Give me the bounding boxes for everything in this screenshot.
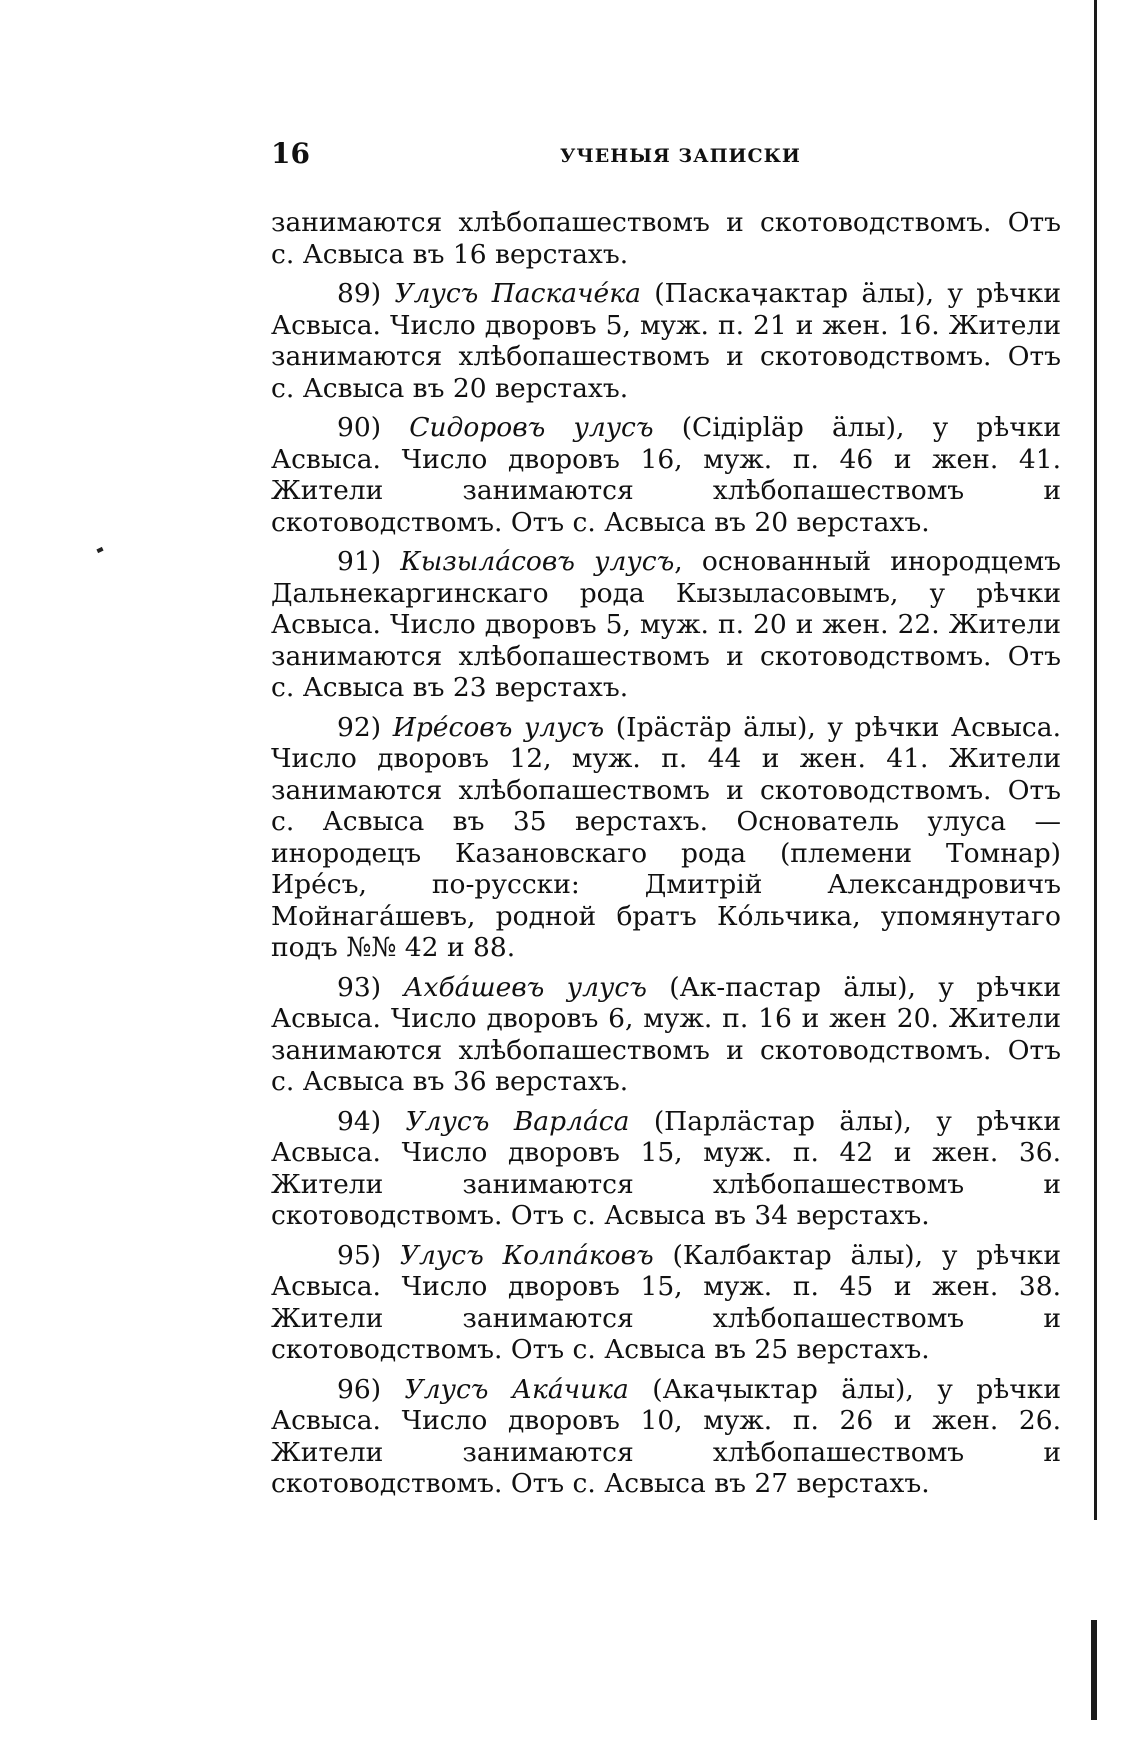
body-text bbox=[271, 207, 1061, 1508]
paragraph-text: (Паскаӌактар ӓлы), у рѣчки Асвыса. Число дворовъ 5, муж. п. 21 и жен. 16. Жители занимаются хлѣбопашествомъ и скотоводствомъ. Отъ с. Асвыса въ 20 верстахъ. bbox=[271, 278, 1061, 404]
paragraph-entry-91 bbox=[271, 546, 1061, 704]
entry-number: 89) bbox=[337, 278, 395, 309]
settlement-name: Улусъ Ака́чика bbox=[404, 1373, 629, 1405]
paragraph-entry-92 bbox=[271, 712, 1061, 964]
margin-mark bbox=[96, 547, 103, 553]
paragraph-text: (Парлӓстар ӓлы), у рѣчки Асвыса. Число дворовъ 15, муж. п. 42 и жен. 36. Жители занимаются хлѣбопашествомъ и скотоводствомъ. Отъ с. Асвыса въ 34 верстахъ. bbox=[271, 1105, 1062, 1231]
entry-number: 96) bbox=[337, 1373, 405, 1405]
paragraph-continuation bbox=[271, 207, 1061, 270]
entry-number: 91) bbox=[337, 546, 401, 577]
paragraph-text: , основанный инородцемъ Дальнекаргинскаго рода Кызыласовымъ, у рѣчки Асвыса. Число дворовъ 5, муж. п. 20 и жен. 22. Жители занимаются хлѣбопашествомъ и скотоводствомъ. Отъ с. Асвыса въ 23 верстахъ. bbox=[271, 546, 1061, 703]
entry-number: 94) bbox=[337, 1105, 406, 1137]
page-edge-mark bbox=[1091, 1620, 1097, 1720]
entry-number: 92) bbox=[337, 711, 393, 743]
paragraph-entry-95 bbox=[271, 1240, 1061, 1366]
running-title: УЧЕНЫЯ ЗАПИСКИ bbox=[560, 145, 801, 167]
page-edge-rule bbox=[1094, 0, 1097, 1520]
paragraph-text: занимаются хлѣбопашествомъ и скотоводствомъ. Отъ с. Асвыса въ 16 верстахъ. bbox=[271, 207, 1061, 270]
entry-number: 90) bbox=[337, 412, 410, 443]
paragraph-entry-90 bbox=[271, 412, 1061, 538]
paragraph-entry-94 bbox=[271, 1106, 1061, 1232]
paragraph-text: (Акаӌыктар ӓлы), у рѣчки Асвыса. Число дворовъ 10, муж. п. 26 и жен. 26. Жители занимаются хлѣбопашествомъ и скотоводствомъ. Отъ с. Асвыса въ 27 верстахъ. bbox=[271, 1373, 1061, 1499]
settlement-name: Улусъ Варла́са bbox=[405, 1105, 630, 1137]
paragraph-text: (Сідірlӓр ӓлы), у рѣчки Асвыса. Число дворовъ 16, муж. п. 46 и жен. 41. Жители занимаются хлѣбопашествомъ и скотоводствомъ. Отъ с. Асвыса въ 20 верстахъ. bbox=[271, 412, 1061, 538]
paragraph-text: (Ірӓстӓр ӓлы), у рѣчки Асвыса. Число дворовъ 12, муж. п. 44 и жен. 41. Жители занимаются хлѣбопашествомъ и скотоводствомъ. Отъ с. Асвыса въ 35 верстахъ. Основатель улуса — инородецъ Казановскаго рода (племени Томнар) Ирéсъ, по-русски: Дмитрій Александровичъ Мойнага́шевъ, родной братъ Кóльчика, упомянутаго подъ №№ 42 и 88. bbox=[271, 711, 1061, 963]
settlement-name: Сидоровъ улусъ bbox=[409, 412, 654, 443]
paragraph-entry-89 bbox=[271, 278, 1061, 404]
settlement-name: Улусъ Паскачéка bbox=[394, 278, 641, 309]
settlement-name: Кызыла́совъ улусъ bbox=[400, 546, 675, 577]
paragraph-text: (Калбактар ӓлы), у рѣчки Асвыса. Число дворовъ 15, муж. п. 45 и жен. 38. Жители занимаются хлѣбопашествомъ и скотоводствомъ. Отъ с. Асвыса въ 25 верстахъ. bbox=[271, 1239, 1061, 1365]
settlement-name: Ирéсовъ улусъ bbox=[392, 711, 605, 743]
paragraph-text: (Ак-пастар ӓлы), у рѣчки Асвыса. Число дворовъ 6, муж. п. 16 и жен 20. Жители занимаются хлѣбопашествомъ и скотоводствомъ. Отъ с. Асвыса въ 36 верстахъ. bbox=[271, 971, 1061, 1097]
entry-number: 93) bbox=[337, 971, 404, 1003]
settlement-name: Улусъ Колпа́ковъ bbox=[399, 1239, 654, 1271]
settlement-name: Ахба́шевъ улусъ bbox=[403, 971, 647, 1003]
paragraph-entry-96 bbox=[271, 1374, 1061, 1500]
page-number: 16 bbox=[271, 137, 310, 170]
paragraph-entry-93 bbox=[271, 972, 1061, 1098]
entry-number: 95) bbox=[337, 1239, 400, 1271]
